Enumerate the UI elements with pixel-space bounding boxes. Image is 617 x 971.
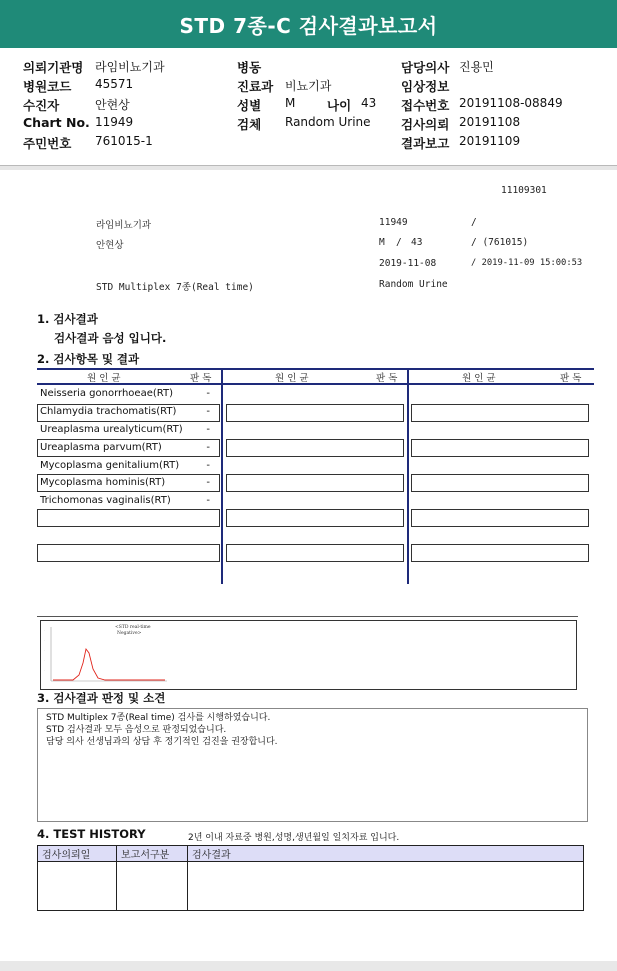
header-separator <box>0 166 617 170</box>
result-row <box>40 495 210 506</box>
history-cell <box>117 862 188 911</box>
organism-result: - <box>206 388 210 399</box>
info-slash: / <box>471 217 477 228</box>
receipt-label: 접수번호 <box>401 98 450 113</box>
empty-cell <box>226 439 404 457</box>
history-col-report-type: 보고서구분 <box>117 846 188 862</box>
overall-result: 검사결과 음성 입니다. <box>54 331 167 345</box>
empty-cell <box>411 404 589 422</box>
svg-text:.: . <box>44 659 45 662</box>
institution-label: 의뢰기관명 <box>23 60 84 75</box>
svg-text:.: . <box>44 639 45 642</box>
doctor-label: 담당의사 <box>401 60 450 75</box>
col2-organism-header: 원 인 균 <box>275 373 309 384</box>
empty-cell <box>226 544 404 562</box>
empty-cell <box>226 474 404 492</box>
empty-cell <box>411 509 589 527</box>
empty-cell <box>226 404 404 422</box>
ward-label: 병동 <box>237 60 262 75</box>
id-value: 761015-1 <box>95 134 153 148</box>
organism-name: Chlamydia trachomatis(RT) <box>40 406 177 417</box>
empty-cell <box>411 474 589 492</box>
history-table <box>37 845 584 911</box>
section-4-title: 4. TEST HISTORY <box>37 827 146 841</box>
info-slash-sex: / <box>396 237 402 248</box>
row-box <box>37 544 220 562</box>
empty-cell <box>226 509 404 527</box>
comment-line: STD Multiplex 7종(Real time) 검사를 시행하였습니다. <box>46 713 271 723</box>
sex-value: M <box>285 96 296 110</box>
hospital-code-value: 45571 <box>95 77 134 91</box>
dept-value: 비뇨기과 <box>285 79 332 93</box>
info-chart: 11949 <box>379 217 408 228</box>
result-row <box>40 424 210 435</box>
result-row <box>40 442 210 453</box>
svg-text:.: . <box>44 629 45 632</box>
graph-top-rule <box>37 616 578 617</box>
age-label: 나이 <box>327 98 352 113</box>
organism-result: - <box>206 495 210 506</box>
history-col-result: 검사결과 <box>188 846 584 862</box>
info-name: 안현상 <box>96 240 124 251</box>
info-age: 43 <box>411 237 423 248</box>
empty-cell <box>411 544 589 562</box>
age-value: 43 <box>361 96 377 110</box>
result-row <box>40 477 210 488</box>
chart-label: Chart No. <box>23 115 90 130</box>
section-1-title: 1. 검사결과 <box>37 312 98 326</box>
comment-box <box>37 708 588 822</box>
graph-legend <box>115 625 151 637</box>
info-sex: M <box>379 237 385 248</box>
history-cell <box>188 862 584 911</box>
clinical-label: 임상정보 <box>401 79 450 94</box>
graph-legend-line1: <STD real-time <box>115 625 151 630</box>
result-row <box>40 460 210 471</box>
chart-value: 11949 <box>95 115 134 129</box>
lab-code: 11109301 <box>501 185 547 196</box>
empty-cell <box>411 439 589 457</box>
patient-label: 수진자 <box>23 98 60 113</box>
info-report-datetime: / 2019-11-09 15:00:53 <box>471 258 583 268</box>
sex-label: 성별 <box>237 98 262 113</box>
organism-result: - <box>206 406 210 417</box>
institution-value: 라임비뇨기과 <box>95 60 165 74</box>
info-test-name: STD Multiplex 7종(Real time) <box>96 282 254 293</box>
organism-result: - <box>206 424 210 435</box>
col2-result-header: 판 독 <box>376 373 398 384</box>
result-row <box>40 406 210 417</box>
svg-text:.: . <box>44 669 45 672</box>
hospital-code-label: 병원코드 <box>23 79 72 94</box>
title-bar <box>0 0 617 48</box>
comment-line: STD 검사결과 모두 음성으로 판정되었습니다. <box>46 725 227 735</box>
section-3-title: 3. 검사결과 판정 및 소견 <box>37 691 166 705</box>
history-col-request-date: 검사의뢰일 <box>38 846 117 862</box>
organism-result: - <box>206 442 210 453</box>
graph-plot <box>43 623 173 689</box>
patient-value: 안현상 <box>95 98 130 112</box>
report-title: STD 7종-C 검사결과보고서 <box>179 13 438 38</box>
col1-result-header: 판 독 <box>190 373 212 384</box>
history-empty-row <box>38 862 584 911</box>
grid-divider-2 <box>407 368 409 584</box>
svg-text:.: . <box>44 649 45 652</box>
organism-result: - <box>206 460 210 471</box>
patient-header <box>0 48 617 166</box>
info-clinic: 라임비뇨기과 <box>96 220 152 231</box>
col3-organism-header: 원 인 균 <box>462 373 496 384</box>
graph-legend-line2: Negative> <box>117 631 142 636</box>
history-cell <box>38 862 117 911</box>
history-note: 2년 이내 자료중 병원,성명,생년월일 일치자료 입니다. <box>188 833 400 843</box>
history-header-row <box>38 846 584 862</box>
request-value: 20191108 <box>459 115 521 129</box>
receipt-value: 20191108-08849 <box>459 96 563 110</box>
section-2-title: 2. 검사항목 및 결과 <box>37 352 140 366</box>
info-request-date: 2019-11-08 <box>379 258 437 269</box>
info-specimen: Random Urine <box>379 279 448 290</box>
info-id: / (761015) <box>471 237 529 248</box>
specimen-label: 검체 <box>237 117 262 132</box>
col3-result-header: 판 독 <box>560 373 582 384</box>
report-date-value: 20191109 <box>459 134 521 148</box>
organism-name: Ureaplasma urealyticum(RT) <box>40 424 183 435</box>
col1-organism-header: 원 인 균 <box>87 373 121 384</box>
organism-result: - <box>206 477 210 488</box>
report-date-label: 결과보고 <box>401 136 450 151</box>
dept-label: 진료과 <box>237 79 274 94</box>
grid-divider-1 <box>221 368 223 584</box>
row-box <box>37 509 220 527</box>
organism-name: Trichomonas vaginalis(RT) <box>40 495 171 506</box>
id-label: 주민번호 <box>23 136 72 151</box>
organism-name: Mycoplasma genitalium(RT) <box>40 460 180 471</box>
request-label: 검사의뢰 <box>401 117 450 132</box>
result-row <box>40 388 210 399</box>
comment-line: 담당 의사 선생님과의 상담 후 정기적인 검진을 권장합니다. <box>46 737 278 747</box>
organism-name: Ureaplasma parvum(RT) <box>40 442 162 453</box>
organism-name: Neisseria gonorrhoeae(RT) <box>40 388 173 399</box>
page-footer-band <box>0 961 617 971</box>
specimen-value: Random Urine <box>285 115 371 129</box>
organism-name: Mycoplasma hominis(RT) <box>40 477 166 488</box>
amplification-graph <box>40 620 577 690</box>
doctor-value: 진용민 <box>459 60 494 74</box>
